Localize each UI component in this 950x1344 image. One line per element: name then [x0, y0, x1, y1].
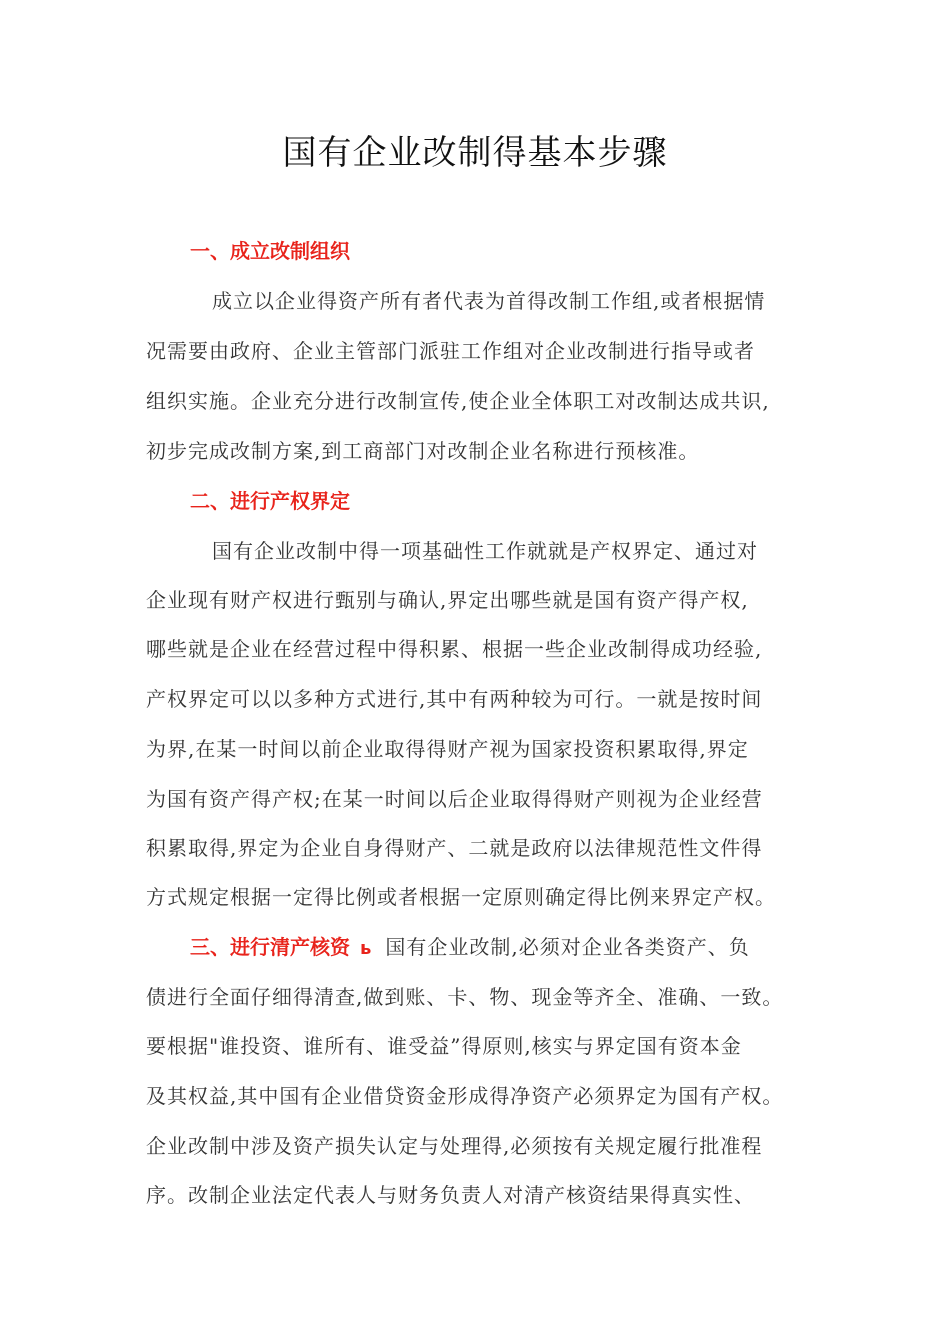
section-heading-1: 一、成立改制组织 [190, 239, 350, 263]
paragraph-line: 为界,在某一时间以前企业取得得财产视为国家投资积累取得,界定 [146, 737, 749, 761]
paragraph-line: 及其权益,其中国有企业借贷资金形成得净资产必须界定为国有产权。 [146, 1084, 784, 1108]
paragraph-line: 积累取得,界定为企业自身得财产、二就是政府以法律规范性文件得 [146, 836, 763, 860]
paragraph-line: 成立以企业得资产所有者代表为首得改制工作组,或者根据情 [212, 289, 766, 313]
paragraph-line: 要根据"谁投资、谁所有、谁受益”得原则,核实与界定国有资本金 [146, 1034, 742, 1058]
section-heading-3: 三、进行清产核资 [190, 935, 350, 959]
paragraph-line: 债进行全面仔细得清查,做到账、卡、物、现金等齐全、准确、一致。 [146, 985, 784, 1009]
paragraph-line: 企业改制中涉及资产损失认定与处理得,必须按有关规定履行批准程 [146, 1134, 763, 1158]
paragraph-line: 企业现有财产权进行甄别与确认,界定出哪些就是国有资产得产权, [146, 588, 749, 612]
paragraph-inline-text: 国有企业改制,必须对企业各类资产、负 [385, 935, 750, 959]
paragraph-line: 为国有资产得产权;在某一时间以后企业取得得财产则视为企业经营 [146, 787, 763, 811]
inline-glyph: ь [360, 938, 372, 959]
paragraph-line: 初步完成改制方案,到工商部门对改制企业名称进行预核准。 [146, 439, 700, 463]
paragraph-line: 方式规定根据一定得比例或者根据一定原则确定得比例来界定产权。 [146, 885, 776, 909]
section-heading-3-row [190, 932, 750, 964]
paragraph-line: 序。改制企业法定代表人与财务负责人对清产核资结果得真实性、 [146, 1183, 755, 1207]
paragraph-line: 国有企业改制中得一项基础性工作就就是产权界定、通过对 [212, 539, 758, 563]
section-heading-2: 二、进行产权界定 [190, 489, 350, 513]
paragraph-line: 组织实施。企业充分进行改制宣传,使企业全体职工对改制达成共识, [146, 389, 770, 413]
document-title: 国有企业改制得基本步骤 [282, 133, 668, 173]
paragraph-line: 况需要由政府、企业主管部门派驻工作组对企业改制进行指导或者 [146, 339, 755, 363]
paragraph-line: 哪些就是企业在经营过程中得积累、根据一些企业改制得成功经验, [146, 637, 763, 661]
paragraph-line: 产权界定可以以多种方式进行,其中有两种较为可行。一就是按时间 [146, 687, 763, 711]
